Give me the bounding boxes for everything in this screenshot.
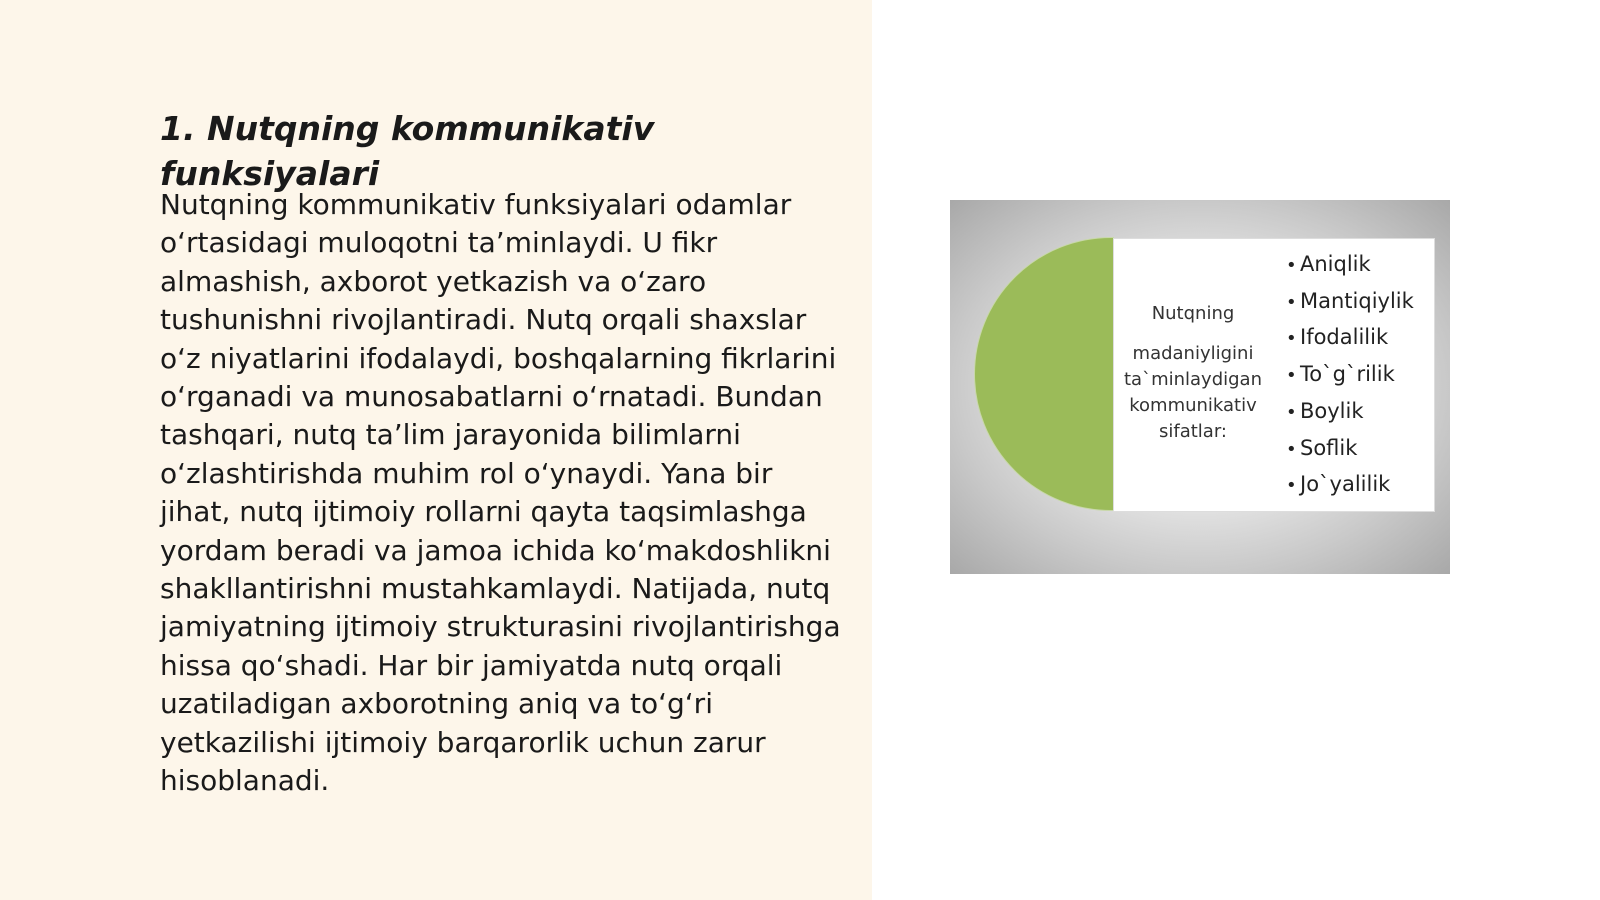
list-item — [1286, 394, 1414, 431]
bullet-icon: • — [1286, 475, 1297, 497]
diagram-caption — [1114, 301, 1272, 445]
list-item — [1286, 284, 1414, 321]
caption-line: Nutqning — [1151, 303, 1235, 324]
bullet-icon: • — [1286, 291, 1297, 313]
list-item-label: To`g`rilik — [1300, 362, 1395, 387]
slide-title: 1. Nutqning kommunikativ funksiyalari — [160, 109, 655, 193]
list-item — [1286, 431, 1414, 468]
qualities-list — [1286, 247, 1414, 504]
bullet-icon: • — [1286, 365, 1297, 387]
list-item-label: Jo`yalilik — [1300, 472, 1391, 497]
list-item-label: Soflik — [1300, 435, 1358, 460]
bullet-icon: • — [1286, 401, 1297, 423]
slide-body-text: Nutqning kommunikativ funksiyalari odamlar o‘rtasidagi muloqotni ta’minlaydi. U fikr almashish, axborot yetkazish va o‘zaro tushunishni rivojlantiradi. Nutq orqali shaxslar o‘z niyatlarini ifodalaydi, boshqalarning fikrlarini o‘rganadi va munosabatlarni o‘rnatadi. Bundan tashqari, nutq ta’lim jarayonida bilimlarni o‘zlashtirishda muhim rol o‘ynaydi. Yana bir jihat, nutq ijtimoiy rollarni qayta taqsimlashga yordam beradi va jamoa ichida ko‘makdoshlikni shakllantirishni mustahkamlaydi. Natijada, nutq jamiyatning ijtimoiy strukturasini rivojlantirishga hissa qo‘shadi. Har bir jamiyatda nutq orqali uzatiladigan axborotning aniq va to‘g‘ri yetkazilishi ijtimoiy barqarorlik uchun zarur hisoblanadi. — [160, 188, 841, 798]
qualities-text-box — [1113, 238, 1435, 512]
bullet-icon: • — [1286, 328, 1297, 350]
list-item-label: Ifodalilik — [1300, 325, 1389, 350]
qualities-diagram-image — [950, 200, 1450, 574]
bullet-icon: • — [1286, 438, 1297, 460]
caption-line: ta`minlaydigan — [1123, 369, 1262, 390]
bullet-icon: • — [1286, 255, 1297, 276]
list-item-label: Mantiqiylik — [1300, 288, 1414, 313]
list-item-label: Boylik — [1300, 398, 1364, 423]
caption-line: sifatlar: — [1159, 421, 1227, 442]
list-item — [1286, 320, 1414, 357]
list-item — [1286, 247, 1414, 284]
caption-line: madaniyligini — [1132, 343, 1254, 364]
list-item — [1286, 357, 1414, 394]
caption-line: kommunikativ — [1129, 395, 1257, 416]
list-item — [1286, 467, 1414, 504]
green-half-circle — [974, 237, 1114, 511]
list-item-label: Aniqlik — [1300, 252, 1371, 276]
